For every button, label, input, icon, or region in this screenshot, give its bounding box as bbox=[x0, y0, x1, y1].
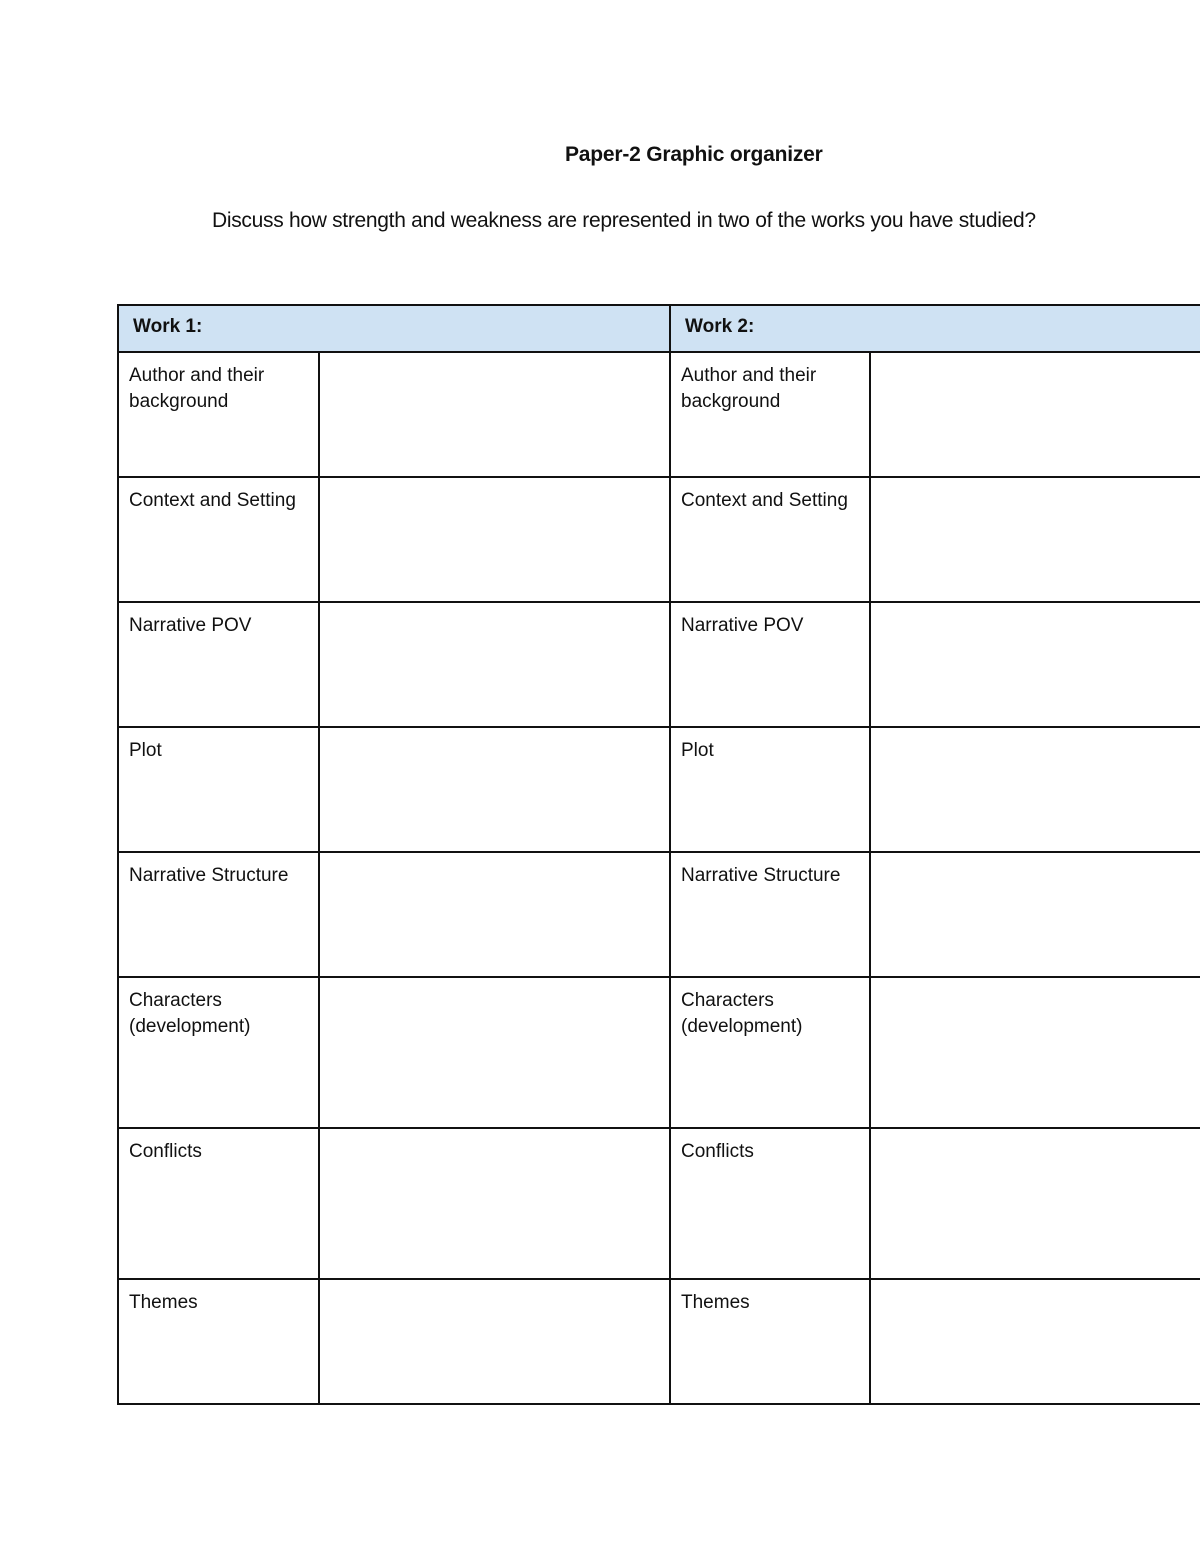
work1-row-label-themes: Themes bbox=[118, 1279, 319, 1404]
work2-row-label-author: Author and their background bbox=[670, 352, 870, 477]
table-row bbox=[118, 352, 1200, 477]
work1-row-label-characters: Characters (development) bbox=[118, 977, 319, 1128]
work1-header[interactable]: Work 1: bbox=[118, 305, 670, 352]
work2-themes-response-cell[interactable] bbox=[870, 1279, 1200, 1404]
table-row bbox=[118, 977, 1200, 1128]
work1-plot-response-cell[interactable] bbox=[319, 727, 670, 852]
work2-row-label-pov: Narrative POV bbox=[670, 602, 870, 727]
work1-row-label-pov: Narrative POV bbox=[118, 602, 319, 727]
work2-pov-response-cell[interactable] bbox=[870, 602, 1200, 727]
prompt-question: Discuss how strength and weakness are represented in two of the works you have studied? bbox=[212, 209, 1036, 232]
work1-structure-response-cell[interactable] bbox=[319, 852, 670, 977]
work1-context-response-cell[interactable] bbox=[319, 477, 670, 602]
table-row bbox=[118, 602, 1200, 727]
work2-row-label-themes: Themes bbox=[670, 1279, 870, 1404]
work1-conflicts-response-cell[interactable] bbox=[319, 1128, 670, 1279]
work1-row-label-author: Author and their background bbox=[118, 352, 319, 477]
work2-row-label-characters: Characters (development) bbox=[670, 977, 870, 1128]
work2-row-label-context: Context and Setting bbox=[670, 477, 870, 602]
work1-themes-response-cell[interactable] bbox=[319, 1279, 670, 1404]
table-row bbox=[118, 852, 1200, 977]
table-row bbox=[118, 727, 1200, 852]
work1-row-label-structure: Narrative Structure bbox=[118, 852, 319, 977]
work1-characters-response-cell[interactable] bbox=[319, 977, 670, 1128]
table-row bbox=[118, 1279, 1200, 1404]
work2-row-label-plot: Plot bbox=[670, 727, 870, 852]
work1-pov-response-cell[interactable] bbox=[319, 602, 670, 727]
table-row bbox=[118, 477, 1200, 602]
table-header-row bbox=[118, 305, 1200, 352]
graphic-organizer-table bbox=[117, 304, 1200, 1405]
work2-row-label-conflicts: Conflicts bbox=[670, 1128, 870, 1279]
work2-context-response-cell[interactable] bbox=[870, 477, 1200, 602]
work1-row-label-conflicts: Conflicts bbox=[118, 1128, 319, 1279]
work2-row-label-structure: Narrative Structure bbox=[670, 852, 870, 977]
work2-author-response-cell[interactable] bbox=[870, 352, 1200, 477]
work2-conflicts-response-cell[interactable] bbox=[870, 1128, 1200, 1279]
work2-plot-response-cell[interactable] bbox=[870, 727, 1200, 852]
work1-row-label-plot: Plot bbox=[118, 727, 319, 852]
work2-header[interactable]: Work 2: bbox=[670, 305, 1200, 352]
work1-author-response-cell[interactable] bbox=[319, 352, 670, 477]
table-row bbox=[118, 1128, 1200, 1279]
work2-characters-response-cell[interactable] bbox=[870, 977, 1200, 1128]
document-title: Paper-2 Graphic organizer bbox=[565, 143, 823, 166]
work2-structure-response-cell[interactable] bbox=[870, 852, 1200, 977]
work1-row-label-context: Context and Setting bbox=[118, 477, 319, 602]
